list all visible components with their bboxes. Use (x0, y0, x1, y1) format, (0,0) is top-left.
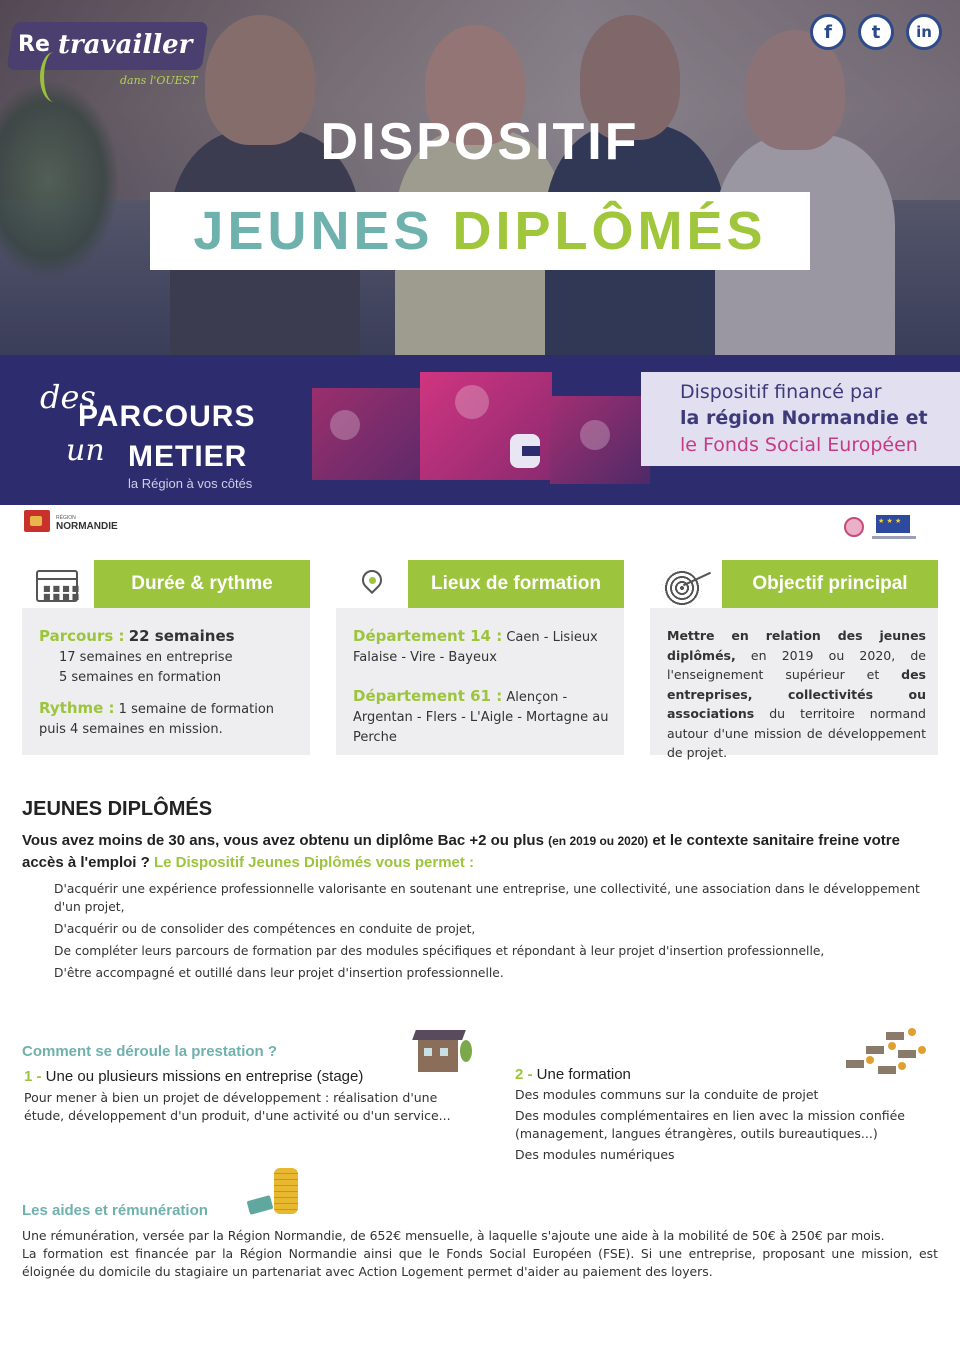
banner-parcours: PARCOURS (78, 400, 256, 433)
banner-photo-figure (455, 385, 489, 419)
list-item: De compléter leurs parcours de formation par des modules spécifiques et répondant à leur projet d'insertion professionnelle, (54, 944, 825, 958)
list-item: D'être accompagné et outillé dans leur projet d'insertion professionnelle. (54, 966, 504, 980)
card-icon-zone (650, 560, 722, 608)
objectif-text-1: en 2019 ou 2020, de l'enseignement supérieur et (667, 647, 926, 682)
card-icon-zone (336, 560, 408, 608)
funding-line-1: Dispositif financé par (680, 381, 882, 403)
banknote-icon (247, 1195, 274, 1215)
seat-shape (888, 1042, 896, 1050)
desk-shape (846, 1060, 864, 1068)
page-title-line2 (150, 200, 810, 262)
card-body (39, 626, 298, 740)
aides-text (22, 1227, 938, 1281)
retravailler-logo[interactable] (10, 22, 205, 102)
classroom-icon (838, 1026, 928, 1082)
desk-shape (886, 1032, 904, 1040)
title-word-diplomes: DIPLÔMÉS (452, 201, 767, 261)
desk-shape (878, 1066, 896, 1074)
banner-photo-1 (312, 388, 422, 480)
linkedin-icon[interactable]: in (906, 14, 942, 50)
dep61-text: Alençon - Argentan - Flers - L'Aigle - Mortagne au Perche (353, 690, 609, 745)
step-1-number: 1 - (24, 1068, 42, 1085)
benefits-list (54, 880, 944, 986)
step-1-title (24, 1068, 363, 1085)
calendar-icon: ■■■■ ■■■■ (36, 570, 78, 602)
building-roof (412, 1030, 466, 1040)
intro-part-b: et le contexte sanitaire freine votre accès à l'emploi ? (22, 832, 900, 871)
aides-line-2: La formation est financée par la Région Normandie ainsi que le Fonds Social Européen (FSE). Si une entreprise, proposant une mission, est éloignée du domicile du stagiaire un partenariat avec Action Logement permet d'aider au paiement des loyers. (22, 1246, 938, 1279)
step-2-line: Des modules numériques (515, 1147, 675, 1162)
location-pin-dot (369, 577, 376, 584)
step-2-line: Des modules complémentaires en lien avec la mission confiée (management, langues étrangères, outils bureautiques...) (515, 1108, 905, 1141)
desk-shape (898, 1050, 916, 1058)
step-1-label: Une ou plusieurs missions en entreprise (stage) (41, 1068, 364, 1085)
normandie-flag-icon (24, 510, 50, 532)
objectif-text-2: du territoire normand autour d'une mission de développement de projet. (667, 706, 926, 760)
card-body (353, 626, 612, 748)
coins-icon (274, 1168, 298, 1214)
step-1-text: Pour mener à bien un projet de développement : réalisation d'une étude, développement d'un produit, d'une activité ou d'un service... (24, 1090, 451, 1123)
target-icon (662, 568, 702, 608)
parcours-value: 22 semaines (128, 627, 235, 645)
card-duree-rythme (22, 560, 310, 755)
seat-shape (866, 1056, 874, 1064)
list-item: D'acquérir ou de consolider des compétences en conduite de projet, (54, 922, 476, 936)
objectif-bold-1: Mettre en relation des jeunes diplômés, (667, 628, 926, 663)
banner-des: des (40, 378, 96, 416)
page-title-line1: DISPOSITIF (320, 113, 640, 171)
intro-highlight: Le Dispositif Jeunes Diplômés vous permet : (153, 854, 475, 871)
card-lieux-formation (336, 560, 624, 755)
prestation-heading: Comment se déroule la prestation ? (22, 1043, 278, 1060)
funding-line-3: le Fonds Social Européen (680, 434, 918, 456)
region-label: RÉGION (56, 515, 76, 521)
logo-travailler: travailler (58, 30, 193, 60)
intro-part-a: Vous avez moins de 30 ans, vous avez obtenu un diplôme Bac +2 ou plus (22, 832, 549, 849)
aides-heading: Les aides et rémunération (22, 1202, 208, 1219)
region-name: NORMANDIE (56, 521, 118, 532)
aides-line-1: Une rémunération, versée par la Région Normandie, de 652€ mensuelle, à laquelle s'ajoute une aide à la mobilité de 50€ à 250€ par mois. (22, 1228, 885, 1243)
section-intro (22, 830, 942, 873)
step-2-number: 2 - (515, 1066, 533, 1083)
card-title: Durée & rythme (94, 560, 310, 608)
building-window (424, 1048, 432, 1056)
banner-divider (10, 505, 298, 513)
parcours-line-1: 17 semaines en entreprise (59, 650, 233, 665)
list-item: D'acquérir une expérience professionnelle valorisante en soutenant une entreprise, une collectivité, une association dans le développement d'un projet, (54, 882, 920, 914)
parcours-line-2: 5 semaines en formation (59, 670, 222, 685)
step-2-text (515, 1086, 935, 1167)
rythme-label: Rythme : (39, 699, 115, 717)
card-body (667, 626, 926, 763)
card-objectif-principal (650, 560, 938, 760)
twitter-icon[interactable]: t (858, 14, 894, 50)
card-icon-zone (22, 560, 94, 608)
section-heading: JEUNES DIPLÔMÉS (22, 798, 213, 820)
eu-flag-caption (872, 536, 916, 539)
step-2-label: Une formation (532, 1066, 631, 1083)
company-building-icon (414, 1030, 464, 1072)
facebook-icon[interactable]: f (810, 14, 846, 50)
card-title: Lieux de formation (408, 560, 624, 608)
desk-shape (866, 1046, 884, 1054)
dep61-label: Département 61 : (353, 687, 503, 705)
funding-line-2: la région Normandie et (680, 407, 928, 429)
eu-flag-icon (876, 515, 910, 533)
banner-metier: METIER (128, 440, 248, 473)
banner-f-logo-notch (522, 446, 540, 456)
tree-icon (460, 1040, 472, 1062)
building-body (418, 1040, 458, 1072)
rythme-text: 1 semaine de formation puis 4 semaines en mission. (39, 702, 275, 737)
seat-shape (918, 1046, 926, 1054)
logo-re: Re (18, 32, 50, 57)
objectif-bold-2: des entreprises, collectivités ou associations (667, 667, 926, 721)
building-window (440, 1048, 448, 1056)
parcours-label: Parcours : (39, 627, 125, 645)
seat-shape (898, 1062, 906, 1070)
title-word-jeunes: JEUNES (193, 201, 434, 261)
intro-years: (en 2019 ou 2020) (548, 834, 649, 848)
banner-tagline: la Région à vos côtés (128, 476, 253, 491)
dep14-text: Caen - Lisieux Falaise - Vire - Bayeux (353, 630, 598, 665)
banner-photo-figure (580, 420, 610, 450)
step-2-title (515, 1066, 631, 1083)
dep14-label: Département 14 : (353, 627, 503, 645)
banner-photo-figure (330, 410, 360, 440)
step-2-line: Des modules communs sur la conduite de projet (515, 1087, 819, 1102)
partner-round-logo-icon (844, 517, 864, 537)
card-title: Objectif principal (722, 560, 938, 608)
logo-subtitle: dans l'OUEST (120, 74, 198, 87)
seat-shape (908, 1028, 916, 1036)
banner-un: un (66, 433, 105, 468)
